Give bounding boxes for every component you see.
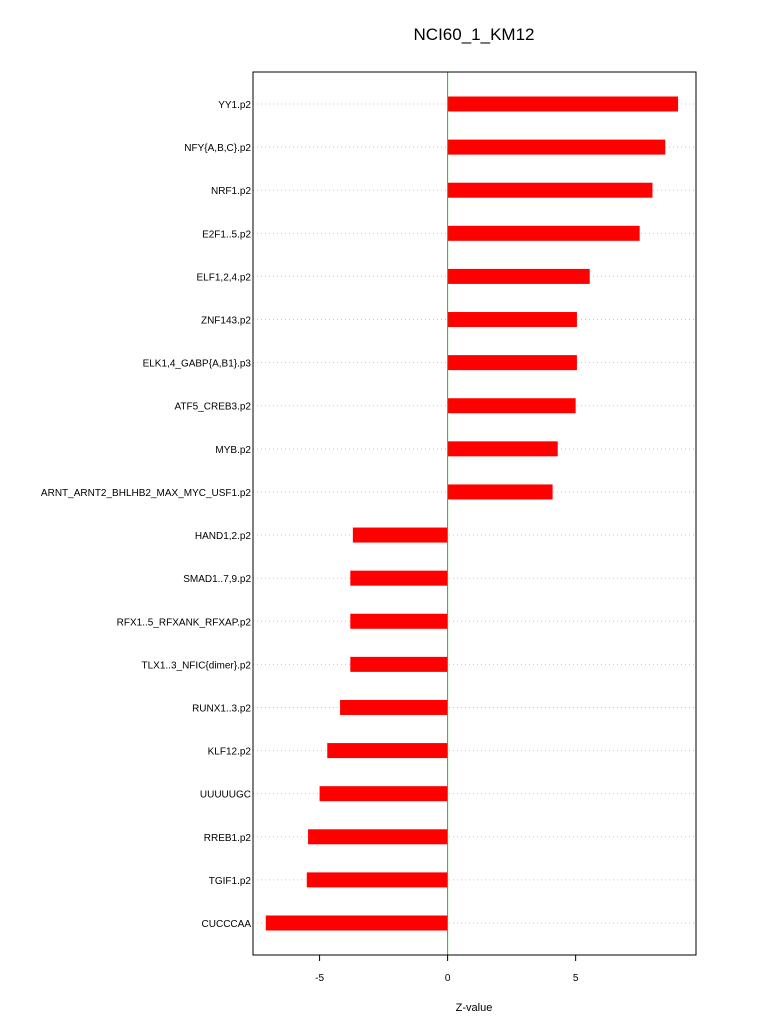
x-axis-label: Z-value bbox=[455, 1002, 493, 1014]
category-label: TLX1..3_NFIC{dimer}.p2 bbox=[141, 660, 251, 672]
category-label: ARNT_ARNT2_BHLHB2_MAX_MYC_USF1.p2 bbox=[40, 487, 251, 499]
category-label: NRF1.p2 bbox=[210, 186, 251, 198]
category-label: ATF5_CREB3.p2 bbox=[174, 401, 251, 413]
chart-title: NCI60_1_KM12 bbox=[413, 25, 535, 44]
bar bbox=[448, 226, 640, 241]
category-label: RREB1.p2 bbox=[203, 832, 251, 844]
category-label: RFX1..5_RFXANK_RFXAP.p2 bbox=[116, 617, 251, 629]
category-labels bbox=[41, 100, 252, 930]
bar bbox=[340, 700, 448, 715]
bars bbox=[266, 97, 678, 931]
bar bbox=[327, 743, 447, 758]
category-label: UUUUUGC bbox=[199, 789, 251, 801]
x-tick-label: 0 bbox=[444, 973, 451, 984]
bar bbox=[448, 398, 576, 413]
bar bbox=[353, 528, 448, 543]
bar bbox=[448, 355, 577, 370]
bar bbox=[266, 916, 448, 931]
bar bbox=[320, 786, 448, 801]
category-label: MYB.p2 bbox=[215, 444, 251, 456]
category-label: ELF1,2,4.p2 bbox=[196, 272, 251, 284]
bar bbox=[307, 872, 448, 887]
plot-frame bbox=[253, 72, 696, 955]
category-label: ELK1,4_GABP{A,B1}.p3 bbox=[142, 358, 251, 370]
bar bbox=[350, 571, 447, 586]
bar bbox=[448, 269, 590, 284]
category-label: RUNX1..3.p2 bbox=[192, 703, 251, 715]
bar bbox=[448, 484, 553, 499]
bar bbox=[350, 657, 447, 672]
category-label: SMAD1..7,9.p2 bbox=[183, 574, 251, 586]
bar bbox=[350, 614, 447, 629]
x-tick-label: 5 bbox=[572, 973, 579, 984]
category-label: HAND1,2.p2 bbox=[194, 531, 251, 543]
bar bbox=[448, 441, 558, 456]
bar bbox=[448, 312, 577, 327]
category-label: NFY{A,B,C}.p2 bbox=[184, 143, 251, 155]
category-label: ZNF143.p2 bbox=[200, 315, 251, 327]
category-label: CUCCCAA bbox=[201, 919, 251, 930]
category-label: KLF12.p2 bbox=[207, 746, 251, 758]
category-label: TGIF1.p2 bbox=[208, 875, 251, 887]
bar bbox=[448, 140, 666, 155]
category-label: YY1.p2 bbox=[218, 100, 251, 111]
x-axis bbox=[315, 955, 579, 984]
bar bbox=[308, 829, 448, 844]
x-tick-label: -5 bbox=[315, 973, 325, 984]
category-label: E2F1..5.p2 bbox=[202, 229, 251, 241]
bar bbox=[448, 183, 653, 198]
bar bbox=[448, 97, 678, 112]
